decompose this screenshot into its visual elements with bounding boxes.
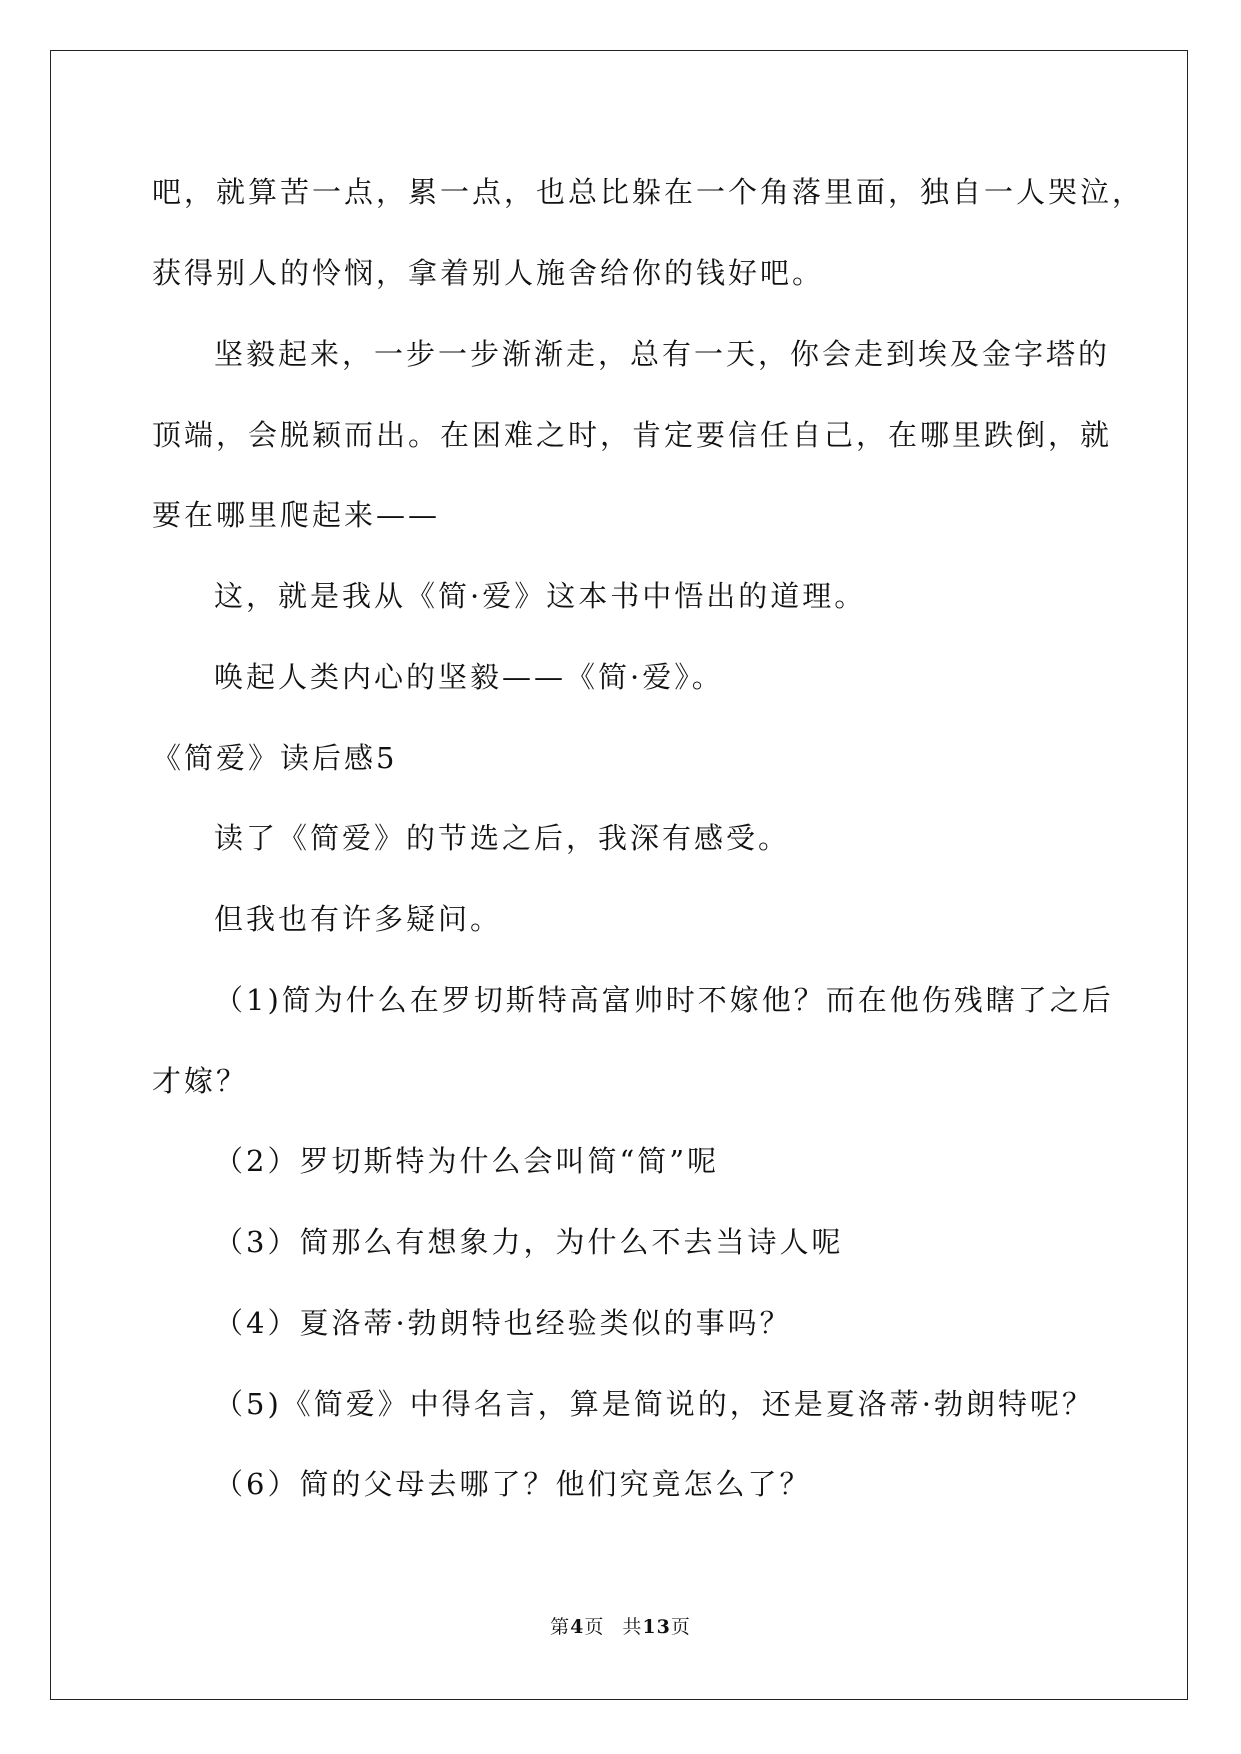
text-line: 这，就是我从《简·爱》这本书中悟出的道理。 [214,579,867,613]
page-prefix: 第 [550,1616,571,1638]
page-current: 4 [570,1616,585,1638]
text-line: 但我也有许多疑问。 [214,902,503,936]
text-line: （3）简那么有想象力，为什么不去当诗人呢 [214,1225,844,1259]
text-line: 读了《简爱》的节选之后，我深有感受。 [214,821,791,855]
total-suffix: 页 [670,1616,691,1638]
page-suffix: 页 [584,1616,605,1638]
text-line: （1)简为什么在罗切斯特高富帅时不嫁他？而在他伤残瞎了之后 [214,983,1114,1017]
text-line: （2）罗切斯特为什么会叫简“简”呢 [214,1144,720,1178]
text-line: 吧，就算苦一点，累一点，也总比躲在一个角落里面，独自一人哭泣， [152,175,1145,209]
section-heading: 《简爱》读后感5 [152,741,398,775]
text-line: （5)《简爱》中得名言，算是简说的，还是夏洛蒂·勃朗特呢？ [214,1387,1094,1421]
text-line: （4）夏洛蒂·勃朗特也经验类似的事吗？ [214,1306,792,1340]
text-line: 坚毅起来，一步一步渐渐走，总有一天，你会走到埃及金字塔的 [214,337,1111,371]
text-line: （6）简的父母去哪了？他们究竟怎么了？ [214,1467,812,1501]
text-line: 才嫁？ [152,1064,249,1098]
page-total: 13 [642,1616,671,1638]
text-line: 要在哪里爬起来—— [152,498,441,532]
page-border [50,50,1188,1700]
page-footer [0,1615,1241,1639]
text-line: 唤起人类内心的坚毅——《简·爱》。 [214,660,724,694]
text-line: 顶端，会脱颖而出。在困难之时，肯定要信任自己，在哪里跌倒，就 [152,418,1113,452]
total-prefix: 共 [622,1616,643,1638]
text-line: 获得别人的怜悯，拿着别人施舍给你的钱好吧。 [152,256,825,290]
